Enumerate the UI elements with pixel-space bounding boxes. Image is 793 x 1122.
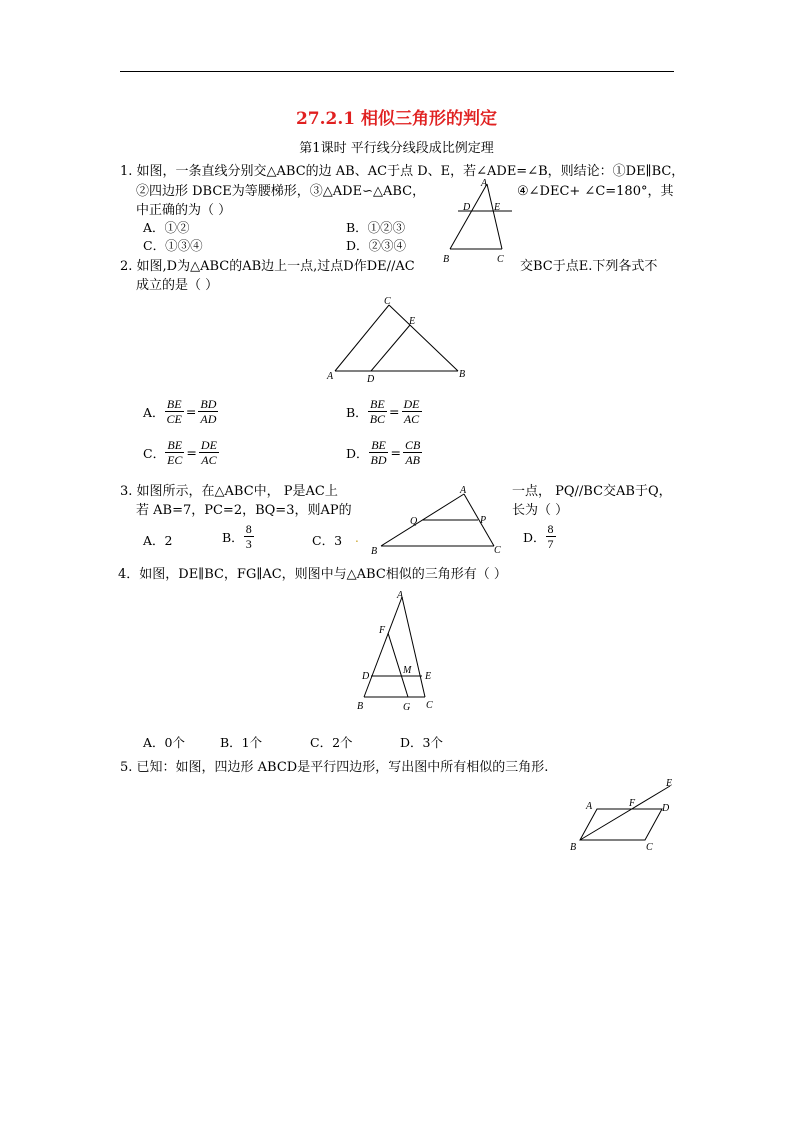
q4-option-c: C．2个 <box>310 735 353 750</box>
q5-figure <box>566 774 678 854</box>
stray-dot: . <box>355 531 359 545</box>
q2-figure-label-e: E <box>409 316 416 327</box>
q4-figure-label-e: E <box>425 671 432 682</box>
q3-line1a: 3. 如图所示，在△ABC中， P是AC上 <box>120 484 338 499</box>
q3-option-d: D． $\frac{8}{7}$ <box>523 522 554 551</box>
q3-line2b: 长为（ ） <box>512 503 569 518</box>
q1-line2a: ②四边形 DBCE为等腰梯形，③△ADE∽△ABC， <box>136 184 426 199</box>
q2-figure-label-b: B <box>459 369 466 380</box>
q3-figure-label-b: B <box>371 546 378 556</box>
q3-figure-label-p: P <box>480 515 487 526</box>
q4-figure-label-d: D <box>362 671 370 682</box>
q3-figure <box>366 482 514 556</box>
q1-option-c: C．①③④ <box>143 238 203 253</box>
q3-figure-label-c: C <box>494 545 501 556</box>
q1-figure <box>436 174 520 266</box>
q3-figure-label-a: A <box>460 485 467 496</box>
q3-option-a: A．2 <box>143 533 173 548</box>
q4-figure-label-b: B <box>357 701 364 712</box>
q3-option-b: B． $\frac{8}{3}$ <box>222 522 252 551</box>
q5-figure-label-b: B <box>570 842 577 853</box>
q4-option-a: A．0个 <box>143 735 185 750</box>
q5-figure-label-a: A <box>586 801 593 812</box>
page-title: 27.2.1 相似三角形的判定 <box>295 109 498 129</box>
page-subtitle: 第1课时 平行线分线段成比例定理 <box>299 141 494 156</box>
q4-option-b: B．1个 <box>220 735 263 750</box>
q3-option-c: C．3 <box>312 533 343 548</box>
q2-line2: 成立的是（ ） <box>136 278 219 293</box>
q2-line1a: 2. 如图,D为△ABC的AB边上一点,过点D作DE//AC <box>120 259 415 274</box>
q1-option-d: D．②③④ <box>346 238 407 253</box>
q2-option-a: A． $\frac{BE}{CE}$ = $\frac{BD}{AD}$ <box>143 397 217 426</box>
q5-figure-label-f: F <box>629 798 636 809</box>
q2-figure-label-d: D <box>367 374 375 385</box>
q4-figure-label-m: M <box>403 665 412 676</box>
q2-option-b: B． $\frac{BE}{BC}$ = $\frac{DE}{AC}$ <box>346 397 420 426</box>
q5-figure-label-e: E <box>666 778 673 789</box>
q4-figure-label-f: F <box>379 625 386 636</box>
q5-figure-label-d: D <box>662 803 670 814</box>
q1-figure-label-d: D <box>463 202 471 213</box>
q1-figure-label-b: B <box>443 254 450 265</box>
q2-figure <box>322 293 474 385</box>
q5-figure-label-c: C <box>646 842 653 853</box>
q1-option-b: B．①②③ <box>346 220 406 235</box>
q1-option-a: A．①② <box>143 220 190 235</box>
q3-line2a: 若 AB=7，PC=2，BQ=3，则AP的 <box>136 503 352 518</box>
q5-line1: 5. 已知：如图，四边形 ABCD是平行四边形，写出图中所有相似的三角形. <box>120 760 549 775</box>
q2-figure-label-a: A <box>327 371 334 382</box>
q3-figure-label-q: Q <box>410 516 418 527</box>
q1-figure-label-c: C <box>497 254 504 265</box>
q4-figure-label-a: A <box>397 590 404 601</box>
q1-figure-label-a: A <box>481 178 488 189</box>
header-rule <box>120 71 674 72</box>
q2-option-d: D． $\frac{BE}{BD}$ = $\frac{CB}{AB}$ <box>346 438 421 467</box>
q2-figure-label-c: C <box>384 296 391 307</box>
q2-option-c: C． $\frac{BE}{EC}$ = $\frac{DE}{AC}$ <box>143 438 217 467</box>
q2-line1b: 交BC于点E.下列各式不 <box>520 259 658 274</box>
q4-figure-label-g: G <box>403 702 411 713</box>
q1-figure-label-e: E <box>494 202 501 213</box>
q4-option-d: D．3个 <box>400 735 443 750</box>
q1-line3: 中正确的为（ ） <box>136 203 232 218</box>
q4-figure-label-c: C <box>426 700 433 711</box>
q4-figure <box>352 585 442 715</box>
q1-line1: 1. 如图，一条直线分别交△ABC的边 AB、AC于点 D、E，若∠ADE=∠B，则结论：①DE∥BC， <box>120 164 685 179</box>
q1-line2b: ④∠DEC+ ∠C=180°，其 <box>517 184 674 199</box>
q3-line1b: 一点， PQ//BC交AB于Q， <box>512 484 672 499</box>
q4-line1: 4．如图，DE∥BC，FG∥AC，则图中与△ABC相似的三角形有（ ） <box>118 567 507 582</box>
